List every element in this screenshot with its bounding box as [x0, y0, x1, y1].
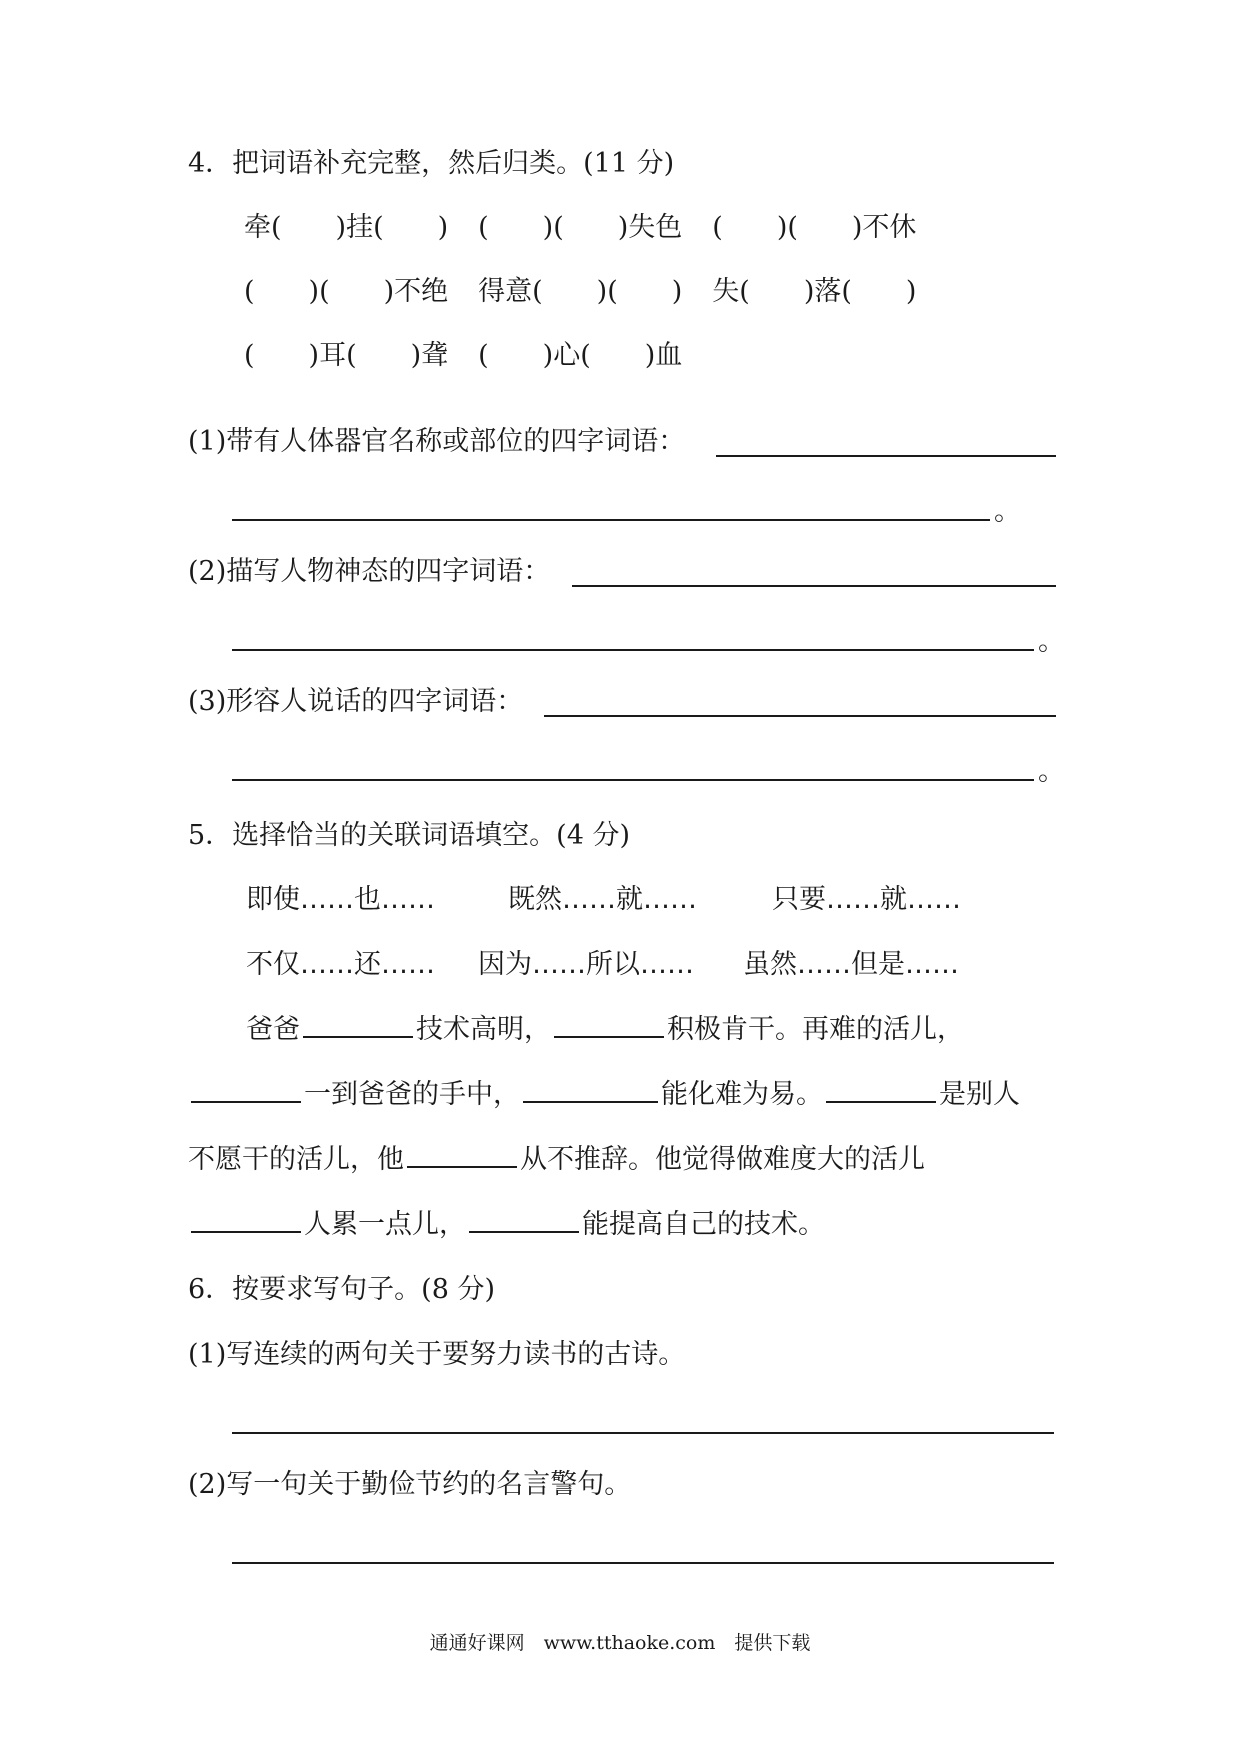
- answer-line[interactable]: [232, 779, 1034, 781]
- passage-line-1: 爸爸 技术高明， 积极肯干。再难的活儿，: [246, 1014, 964, 1045]
- conjunction-option: 虽然……但是……: [743, 949, 959, 980]
- q6-sub2-label: (2)写一句关于勤俭节约的名言警句。: [188, 1469, 632, 1500]
- q4-word-row-3: [244, 338, 682, 374]
- word-item: ( )( )不休: [712, 212, 917, 243]
- word-item: ( )耳( )聋: [244, 340, 449, 371]
- answer-line[interactable]: [232, 1432, 1054, 1434]
- answer-line[interactable]: [544, 715, 1056, 717]
- page-footer: 通通好课网 www.tthaoke.com 提供下载: [429, 1632, 811, 1654]
- passage-line-3: 不愿干的活儿，他 从不推辞。他觉得做难度大的活儿: [188, 1144, 925, 1175]
- fill-blank[interactable]: [303, 1035, 413, 1038]
- fill-blank[interactable]: [191, 1100, 301, 1103]
- q4-title: 4．把词语补充完整，然后归类。(11 分): [188, 148, 675, 179]
- q6-title: 6．按要求写句子。(8 分): [188, 1274, 496, 1305]
- word-item: ( )( )失色: [478, 212, 683, 243]
- q5-title: 5．选择恰当的关联词语填空。(4 分): [188, 820, 631, 851]
- fill-blank[interactable]: [407, 1165, 517, 1168]
- word-item: ( )( )不绝: [244, 276, 449, 307]
- word-item: 得意( )( ): [478, 276, 683, 307]
- conjunction-option: 只要……就……: [772, 884, 961, 915]
- fill-blank[interactable]: [191, 1230, 301, 1233]
- passage-line-2: 一到爸爸的手中， 能化难为易。 是别人: [188, 1077, 1020, 1113]
- conjunction-option: 既然……就……: [508, 884, 697, 915]
- fill-blank[interactable]: [826, 1100, 936, 1103]
- answer-line[interactable]: [232, 1562, 1054, 1564]
- q4-sub1-label: (1)带有人体器官名称或部位的四字词语：: [188, 426, 686, 457]
- q4-sub2-label: (2)描写人物神态的四字词语：: [188, 556, 551, 587]
- conjunction-option: 即使……也……: [246, 884, 435, 915]
- word-item: 牵( )挂( ): [244, 212, 449, 243]
- word-item: 失( )落( ): [712, 276, 917, 307]
- q4-word-row-1: [244, 210, 916, 246]
- answer-line[interactable]: [232, 649, 1034, 651]
- passage-line-4: 人累一点儿， 能提高自己的技术。: [188, 1207, 825, 1243]
- answer-line[interactable]: [572, 585, 1056, 587]
- q6-sub1-label: (1)写连续的两句关于要努力读书的古诗。: [188, 1339, 686, 1370]
- fill-blank[interactable]: [554, 1035, 664, 1038]
- period: 。: [1038, 626, 1065, 657]
- period: 。: [1038, 756, 1065, 787]
- answer-line[interactable]: [232, 519, 990, 521]
- q4-sub3-label: (3)形容人说话的四字词语：: [188, 686, 524, 717]
- fill-blank[interactable]: [523, 1100, 658, 1103]
- period: 。: [994, 496, 1021, 527]
- conjunction-option: 不仅……还……: [246, 949, 435, 980]
- q4-word-row-2: [244, 274, 916, 310]
- conjunction-option: 因为……所以……: [478, 949, 694, 980]
- answer-line[interactable]: [716, 455, 1056, 457]
- fill-blank[interactable]: [469, 1230, 579, 1233]
- word-item: ( )心( )血: [478, 340, 683, 371]
